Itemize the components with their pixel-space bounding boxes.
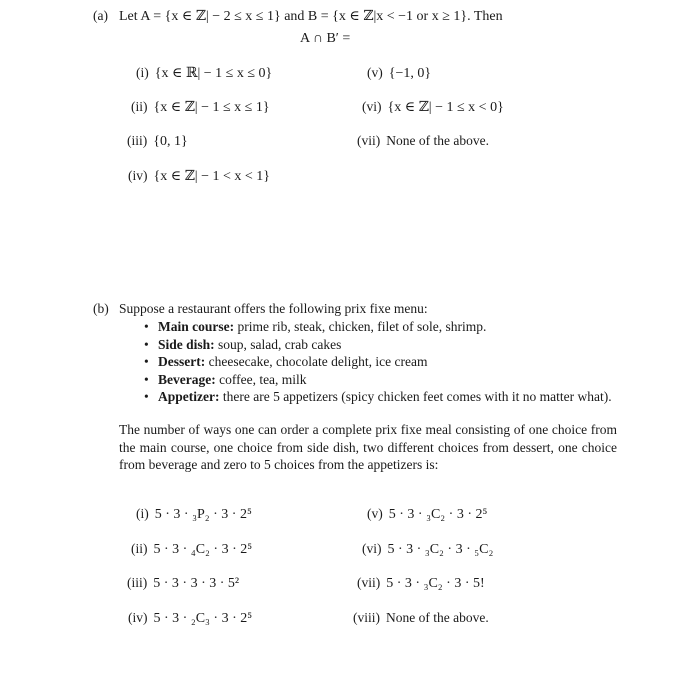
option-text: 5 · 3 · ₃C₂ · 3 · 2⁵ <box>388 507 488 522</box>
menu-category: Dessert: <box>158 354 206 369</box>
menu-items: coffee, tea, milk <box>219 371 307 387</box>
part-b-option-iv <box>128 610 252 627</box>
part-a-option-vii <box>357 133 489 149</box>
option-label: (ii) <box>131 99 148 114</box>
part-a-option-ii <box>131 99 270 116</box>
option-label: (iv) <box>128 168 148 183</box>
part-a-option-iii <box>127 133 188 150</box>
menu-category: Main course: <box>158 319 235 334</box>
option-label: (vi) <box>362 541 382 556</box>
list-item <box>140 371 620 389</box>
list-item <box>140 336 620 354</box>
menu-category: Beverage: <box>158 371 216 387</box>
part-b-option-i <box>136 506 252 523</box>
list-item <box>140 318 620 336</box>
option-label: (iii) <box>127 575 148 590</box>
option-label: (iii) <box>127 133 148 148</box>
option-text: {x ∈ ℤ| − 1 ≤ x ≤ 1} <box>153 100 270 115</box>
part-a-option-i <box>136 65 272 82</box>
option-text: 5 · 3 · ₂C₃ · 3 · 2⁵ <box>153 611 253 626</box>
bullet-icon: • <box>144 389 149 404</box>
option-text: {x ∈ ℝ| − 1 ≤ x ≤ 0} <box>154 66 273 81</box>
option-label: (vii) <box>357 575 381 590</box>
option-label: (i) <box>136 506 149 521</box>
part-a-option-v <box>367 65 431 82</box>
option-label: (i) <box>136 65 149 80</box>
part-a-option-vi <box>362 99 504 116</box>
option-label: (vii) <box>357 133 381 148</box>
list-item <box>140 353 620 371</box>
menu-items: prime rib, steak, chicken, filet of sole, shrimp. <box>237 319 487 334</box>
option-label: (v) <box>367 506 383 521</box>
option-label: (iv) <box>128 610 148 625</box>
menu-items: there are 5 appetizers (spicy chicken feet comes with it no matter what). <box>222 389 612 404</box>
menu-items: soup, salad, crab cakes <box>218 336 342 352</box>
part-a-option-iv <box>128 168 270 185</box>
menu-items: cheesecake, chocolate delight, ice cream <box>208 354 428 369</box>
menu-category: Appetizer: <box>158 389 220 404</box>
part-b-label: (b) <box>93 301 109 316</box>
option-label: (vi) <box>362 99 382 114</box>
option-text: 5 · 3 · ₄C₂ · 3 · 2⁵ <box>153 542 253 557</box>
option-text: 5 · 3 · 3 · 3 · 5² <box>153 576 240 591</box>
part-b-option-vi <box>362 541 493 558</box>
part-b-option-v <box>367 506 487 523</box>
part-b-option-iii <box>127 575 239 592</box>
part-b-option-vii <box>357 575 485 592</box>
list-item <box>140 388 620 406</box>
option-text: {x ∈ ℤ| − 1 ≤ x < 0} <box>387 100 504 115</box>
bullet-icon: • <box>144 319 149 334</box>
option-label: (v) <box>367 65 383 80</box>
part-b-intro: Suppose a restaurant offers the following prix fixe menu: <box>119 301 428 316</box>
option-text: 5 · 3 · ₃P₂ · 3 · 2⁵ <box>154 507 252 522</box>
part-a-stem-line2: A ∩ B′ = <box>300 31 351 46</box>
menu-list <box>140 318 620 406</box>
part-b-option-viii <box>353 610 489 626</box>
bullet-icon: • <box>144 371 149 387</box>
option-text: 5 · 3 · ₃C₂ · 3 · 5! <box>386 576 485 591</box>
option-text: 5 · 3 · ₃C₂ · 3 · ₅C₂ <box>387 542 494 557</box>
option-text: None of the above. <box>386 133 489 148</box>
question-text: The number of ways one can order a complete prix fixe meal consisting of one choice from the main course, one choice from side dish, two different choices from dessert, one choice from beverage and zero to 5 choices from the appetizers is: <box>119 422 617 472</box>
bullet-icon: • <box>144 336 149 352</box>
option-text: {−1, 0} <box>388 66 432 81</box>
option-text: {x ∈ ℤ| − 1 < x < 1} <box>153 169 271 184</box>
option-text: {0, 1} <box>153 134 188 149</box>
part-a-label: (a) <box>93 8 108 23</box>
part-b-option-ii <box>131 541 252 558</box>
menu-category: Side dish: <box>158 336 215 352</box>
option-label: (viii) <box>353 610 380 625</box>
option-label: (ii) <box>131 541 148 556</box>
bullet-icon: • <box>144 354 149 369</box>
option-text: None of the above. <box>386 610 489 625</box>
part-a-stem-line1: Let A = {x ∈ ℤ| − 2 ≤ x ≤ 1} and B = {x ∈ ℤ|x < −1 or x ≥ 1}. Then <box>119 9 503 24</box>
